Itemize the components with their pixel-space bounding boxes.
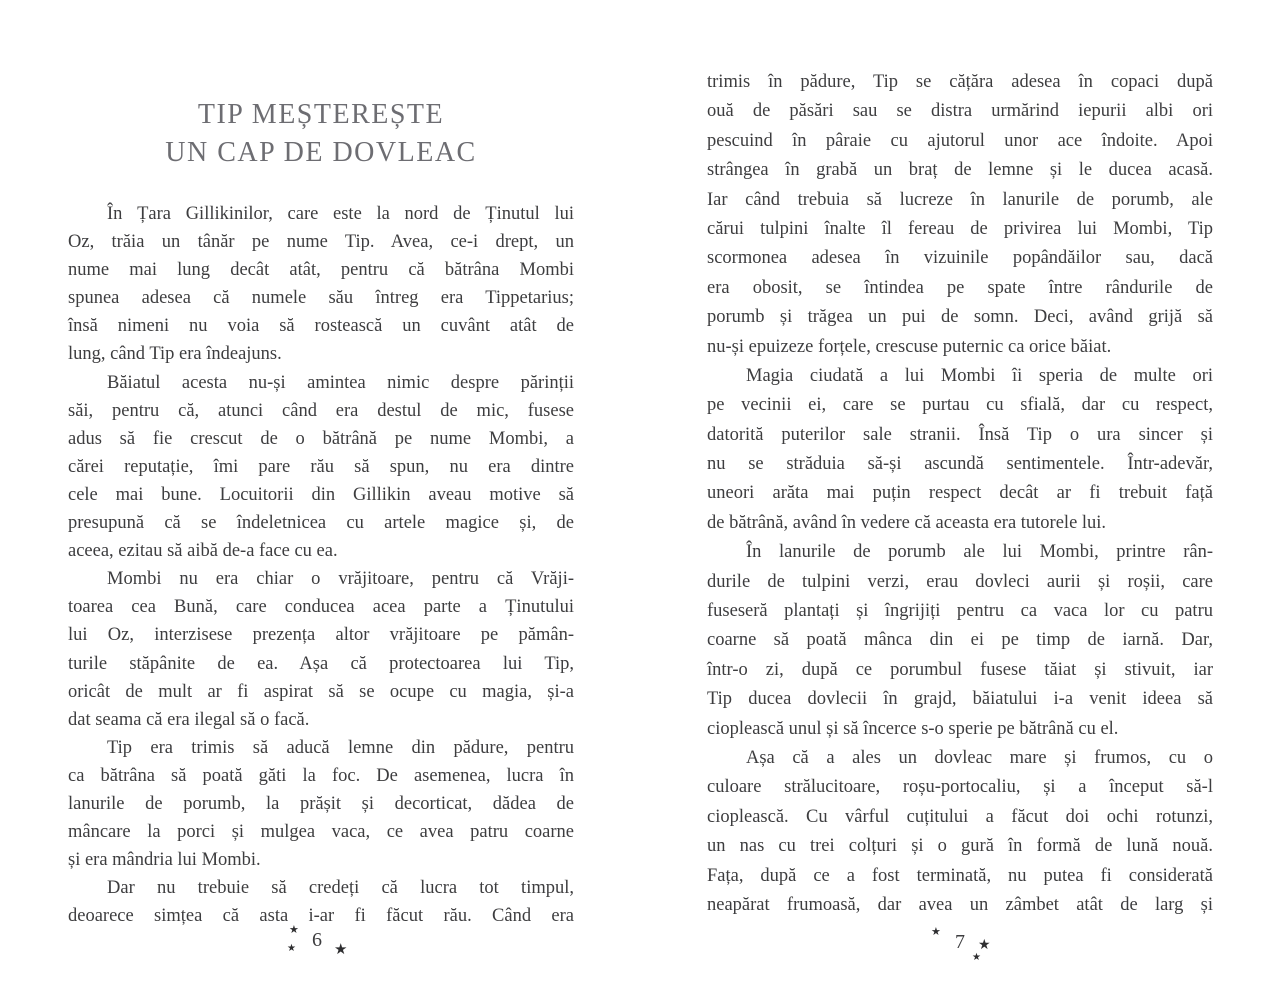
text-line: era obosit, se întindea pe spate între rândurile de — [707, 277, 1213, 298]
text-line: dat seama că era ilegal să o facă. — [68, 709, 310, 730]
text-line: Tip era trimis să aducă lemne din pădure, pentru — [107, 737, 574, 758]
text-line: spunea adesea că numele său întreg era Tippetarius; — [68, 288, 574, 309]
text-line: turile stăpânite de ea. Așa că protectoarea lui Tip, — [68, 653, 574, 674]
text-line: Băiatul acesta nu-și amintea nimic despre părinții — [107, 372, 574, 393]
text-line: trimis în pădure, Tip se cățăra adesea în copaci după — [707, 72, 1213, 92]
text-line: În Țara Gillikinilor, care este la nord de Ținutul lui — [107, 204, 574, 224]
paragraph — [68, 565, 574, 734]
star-icon: ★ — [972, 952, 981, 963]
page-number: 7 — [955, 931, 965, 953]
text-line: cioplească unul și să încerce s-o sperie pe bătrână cu el. — [707, 718, 1119, 739]
paragraph — [707, 362, 1213, 538]
text-line: aceea, ezitau să aibă de-a face cu ea. — [68, 541, 338, 562]
text-line: toarea cea Bună, care conducea acea parte a Ținutului — [68, 597, 574, 618]
text-line: însă nimeni nu voia să rostească un cuvânt atât de — [68, 316, 574, 337]
text-line: cele mai bune. Locuitorii din Gillikin aveau motive să — [68, 484, 574, 505]
text-line: cărui tulpini înalte îl fereau de privirea lui Mombi, Tip — [707, 218, 1213, 239]
text-line: lui Oz, interzisese prezența altor vrăjitoare pe pămân- — [68, 625, 574, 646]
text-line: un nas cu trei colțuri și o gură în formă de lună nouă. — [707, 836, 1213, 857]
text-line: Iar când trebuia să lucreze în lanurile de porumb, ale — [707, 189, 1213, 210]
star-icon: ★ — [287, 943, 296, 954]
text-line: nu se străduia să-și ascundă sentimentele. Într-adevăr, — [707, 454, 1213, 475]
text-line: În lanurile de porumb ale lui Mombi, printre rân- — [746, 542, 1213, 563]
text-line: lanurile de porumb, la prășit și decorticat, dădea de — [68, 793, 574, 814]
text-line: într-o zi, după ce porumbul fusese tăiat și stivuit, iar — [707, 659, 1213, 680]
text-line: ca bătrâna să poată găti la foc. De asemenea, lucra în — [68, 765, 574, 786]
text-line: Magia ciudată a lui Mombi îi speria de multe ori — [746, 365, 1213, 386]
text-line: porumb și trăgea un pui de somn. Deci, având grijă să — [707, 307, 1213, 328]
text-line: adus să fie crescut de o bătrână pe nume Mombi, a — [68, 428, 574, 449]
text-line: nu-și epuizeze forțele, crescuse puternic ca orice băiat. — [707, 336, 1112, 357]
text-line: cioplească. Cu vârful cuțitului a făcut doi ochi rotunzi, — [707, 806, 1213, 827]
text-line: lung, când Tip era îndeajuns. — [68, 344, 282, 365]
star-icon: ★ — [334, 942, 348, 958]
text-line: Dar nu trebuie să credeți că lucra tot timpul, — [107, 878, 574, 899]
text-line: Tip ducea dovlecii în grajd, băiatului i-a venit ideea să — [707, 689, 1213, 710]
text-line: de bătrână, având în vedere că aceasta era tutorele lui. — [707, 512, 1107, 533]
chapter-title — [68, 96, 574, 172]
page-6-footer — [68, 920, 574, 976]
text-line: uneori arăta mai puțin respect decât ar fi trebuit față — [707, 483, 1213, 504]
text-line: ouă de păsări sau se distra urmărind iepurii albi ori — [707, 101, 1213, 122]
paragraph — [707, 538, 1213, 744]
star-icon: ★ — [289, 924, 299, 936]
paragraph — [68, 369, 574, 566]
text-line: coarne să poată mânca din ei pe timp de iarnă. Dar, — [707, 630, 1213, 651]
chapter-title-line-1: TIP MEȘTEREȘTE — [197, 99, 445, 130]
page-7-body — [707, 68, 1213, 920]
text-line: pescuind în pâraie cu ajutorul unor ace îndoite. Apoi — [707, 130, 1213, 151]
paragraph — [68, 734, 574, 874]
text-line: Oz, trăia un tânăr pe nume Tip. Avea, ce-i drept, un — [68, 232, 574, 253]
text-line: culoare strălucitoare, roșu-portocaliu, și a început să-l — [707, 777, 1213, 798]
page-7 — [707, 0, 1213, 984]
text-line: durile de tulpini verzi, erau dovleci aurii și roșii, care — [707, 571, 1213, 592]
paragraph — [68, 200, 574, 369]
page-6 — [68, 0, 574, 984]
text-line: fuseseră plantați și îngrijiți pentru ca vaca lor cu patru — [707, 601, 1213, 622]
text-line: oricât de mult ar fi aspirat să se ocupe cu magia, și-a — [68, 681, 574, 702]
text-line: pe vecinii ei, care se purtau cu sfială, dar cu respect, — [707, 395, 1213, 416]
text-line: datorită puterilor sale stranii. Însă Tip o ura sincer și — [707, 424, 1213, 445]
star-icon: ★ — [978, 938, 991, 953]
text-line: Așa că a ales un dovleac mare și frumos, cu o — [746, 747, 1213, 768]
text-line: cărei reputație, îmi pare rău să spun, nu era dintre — [68, 456, 574, 477]
text-line: neapărat frumoasă, dar avea un zâmbet atât de larg și — [707, 894, 1213, 915]
chapter-title-line-2: UN CAP DE DOVLEAC — [165, 137, 477, 168]
paragraph — [707, 744, 1213, 920]
text-line: Fața, după ce a fost terminată, nu putea fi considerată — [707, 865, 1213, 886]
text-line: presupună că se îndeletnicea cu artele magice și, de — [68, 513, 574, 534]
paragraph — [707, 68, 1213, 362]
page-6-body — [68, 200, 574, 930]
text-line: mâncare la porci și mulgea vaca, ce avea patru coarne — [68, 822, 574, 843]
text-line: Mombi nu era chiar o vrăjitoare, pentru că Vrăji- — [107, 569, 574, 590]
page-7-footer — [707, 920, 1213, 976]
text-line: deoarece simțea că asta i-ar fi făcut rău. Când era — [68, 906, 574, 927]
page-number: 6 — [312, 929, 322, 951]
text-line: strângea în grabă un braț de lemne și le ducea acasă. — [707, 160, 1213, 181]
text-line: săi, pentru că, atunci când era destul de mic, fusese — [68, 400, 574, 421]
text-line: scormonea adesea în vizuinile popândăilor sau, dacă — [707, 248, 1213, 269]
star-icon: ★ — [931, 926, 941, 938]
text-line: și era mândria lui Mombi. — [68, 850, 261, 871]
text-line: nume mai lung decât atât, pentru că bătrâna Mombi — [68, 260, 574, 281]
